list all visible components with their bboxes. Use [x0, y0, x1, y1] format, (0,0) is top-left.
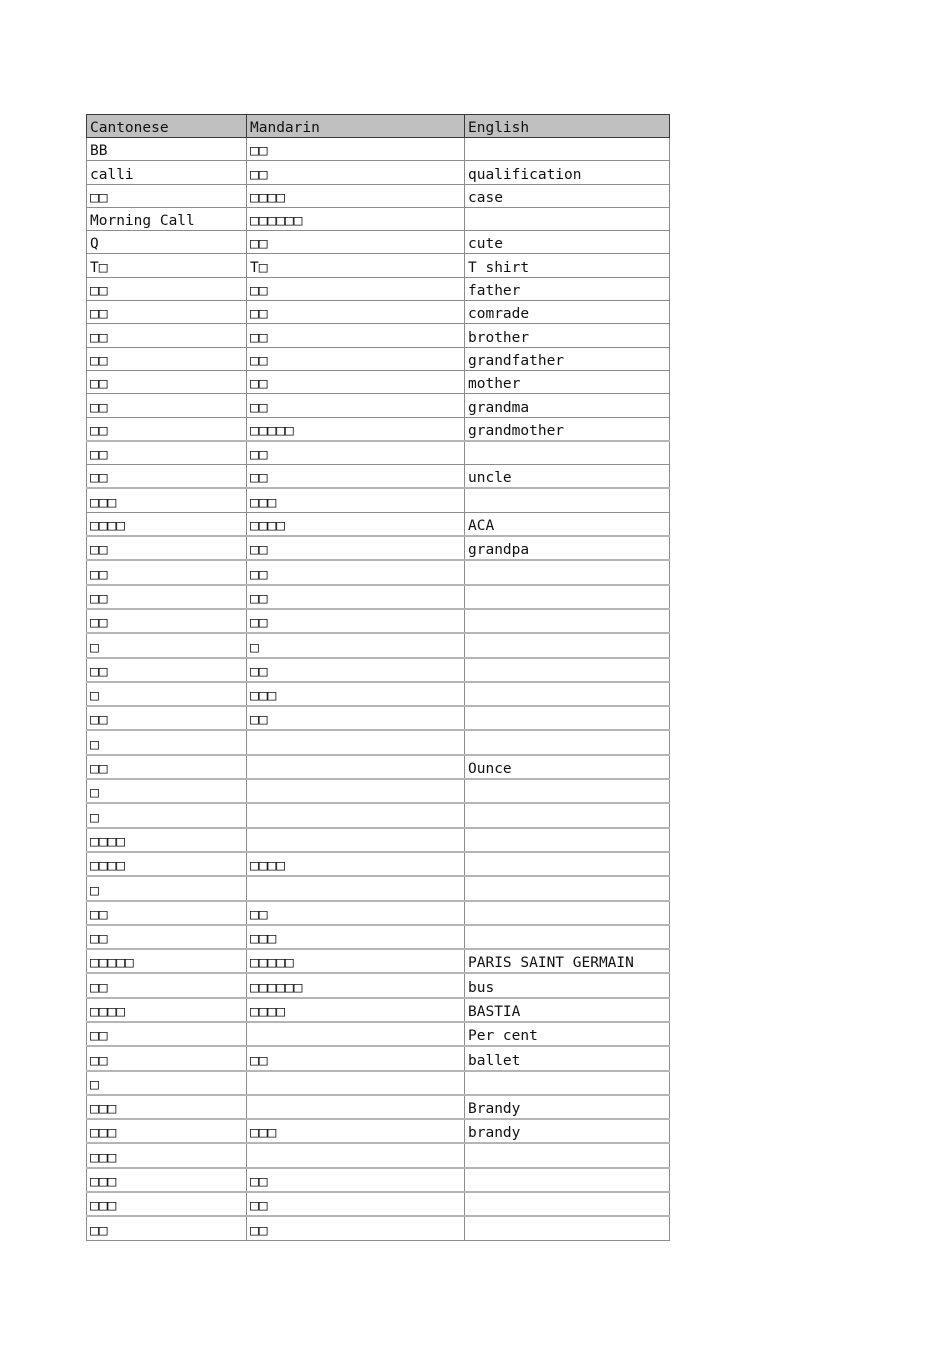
table-row	[87, 730, 670, 754]
cell-english[interactable]	[465, 706, 670, 730]
table-row	[87, 1119, 670, 1143]
cell-english[interactable]: father	[465, 277, 670, 300]
table-row	[87, 828, 670, 852]
cell-cantonese[interactable]: □□□	[87, 1143, 247, 1167]
table-row	[87, 803, 670, 827]
cell-mandarin[interactable]: □□	[247, 706, 465, 730]
table-row	[87, 370, 670, 393]
cell-english[interactable]: bus	[465, 973, 670, 997]
cell-cantonese[interactable]: □□	[87, 465, 247, 489]
cell-mandarin[interactable]	[247, 730, 465, 754]
cell-cantonese[interactable]: □□	[87, 1022, 247, 1046]
cell-english[interactable]	[465, 779, 670, 803]
table-row	[87, 301, 670, 324]
table-row	[87, 973, 670, 997]
cell-english[interactable]	[465, 560, 670, 584]
cell-cantonese[interactable]: Q	[87, 231, 247, 254]
cell-cantonese[interactable]: □□□	[87, 1119, 247, 1143]
cell-mandarin[interactable]: □□□□	[247, 852, 465, 876]
table-row	[87, 901, 670, 925]
cell-cantonese[interactable]: □□	[87, 370, 247, 393]
cell-mandarin[interactable]: □	[247, 633, 465, 657]
cell-mandarin[interactable]: □□	[247, 277, 465, 300]
cell-english[interactable]	[465, 1071, 670, 1095]
cell-cantonese[interactable]: □□	[87, 1046, 247, 1070]
vocabulary-table	[86, 114, 670, 1241]
cell-cantonese[interactable]: □□	[87, 658, 247, 682]
table-row	[87, 254, 670, 277]
table-row	[87, 998, 670, 1022]
table-row	[87, 949, 670, 973]
table-row	[87, 560, 670, 584]
cell-english[interactable]: grandmother	[465, 417, 670, 441]
table-row	[87, 755, 670, 779]
cell-english[interactable]	[465, 633, 670, 657]
cell-english[interactable]: Brandy	[465, 1095, 670, 1119]
table-row	[87, 779, 670, 803]
cell-mandarin[interactable]	[247, 803, 465, 827]
cell-english[interactable]	[465, 441, 670, 465]
cell-english[interactable]	[465, 658, 670, 682]
cell-cantonese[interactable]: Morning Call	[87, 207, 247, 230]
table-row	[87, 1168, 670, 1192]
table-row	[87, 852, 670, 876]
cell-cantonese[interactable]: □□	[87, 1216, 247, 1240]
cell-mandarin[interactable]: □□□	[247, 1119, 465, 1143]
table-row	[87, 1143, 670, 1167]
cell-cantonese[interactable]: □□	[87, 536, 247, 560]
cell-english[interactable]	[465, 1216, 670, 1240]
cell-english[interactable]	[465, 207, 670, 230]
cell-cantonese[interactable]: □□□	[87, 488, 247, 512]
table-row	[87, 536, 670, 560]
table-row	[87, 184, 670, 207]
table-row	[87, 138, 670, 161]
cell-mandarin[interactable]	[247, 1022, 465, 1046]
cell-mandarin[interactable]: □□	[247, 441, 465, 465]
cell-mandarin[interactable]: □□□□□□	[247, 973, 465, 997]
cell-english[interactable]: Ounce	[465, 755, 670, 779]
cell-english[interactable]: grandma	[465, 394, 670, 417]
header-row	[87, 115, 670, 138]
cell-mandarin[interactable]: □□	[247, 324, 465, 347]
table-row	[87, 633, 670, 657]
cell-mandarin[interactable]: □□	[247, 394, 465, 417]
table-row	[87, 512, 670, 536]
cell-cantonese[interactable]: □□□	[87, 1095, 247, 1119]
cell-mandarin[interactable]: □□	[247, 370, 465, 393]
table-row	[87, 1095, 670, 1119]
cell-cantonese[interactable]: □□□	[87, 1168, 247, 1192]
cell-cantonese[interactable]: □□	[87, 324, 247, 347]
cell-cantonese[interactable]: □□	[87, 901, 247, 925]
cell-english[interactable]: grandfather	[465, 347, 670, 370]
cell-cantonese[interactable]: □□□	[87, 1192, 247, 1216]
cell-english[interactable]: brother	[465, 324, 670, 347]
table-row	[87, 161, 670, 184]
cell-cantonese[interactable]: □	[87, 633, 247, 657]
cell-mandarin[interactable]: □□□□□	[247, 949, 465, 973]
cell-english[interactable]: case	[465, 184, 670, 207]
table-body	[87, 138, 670, 1241]
cell-cantonese[interactable]: □□	[87, 755, 247, 779]
cell-english[interactable]	[465, 138, 670, 161]
cell-mandarin[interactable]: □□	[247, 1216, 465, 1240]
cell-mandarin[interactable]: □□	[247, 560, 465, 584]
cell-english[interactable]	[465, 852, 670, 876]
cell-english[interactable]: comrade	[465, 301, 670, 324]
cell-english[interactable]: BASTIA	[465, 998, 670, 1022]
table-row	[87, 1192, 670, 1216]
cell-cantonese[interactable]: calli	[87, 161, 247, 184]
cell-mandarin[interactable]: □□□□	[247, 998, 465, 1022]
table-row	[87, 231, 670, 254]
cell-english[interactable]	[465, 1168, 670, 1192]
cell-english[interactable]	[465, 876, 670, 900]
cell-mandarin[interactable]: □□□□□□	[247, 207, 465, 230]
cell-english[interactable]: grandpa	[465, 536, 670, 560]
cell-mandarin[interactable]: □□	[247, 658, 465, 682]
table-row	[87, 417, 670, 441]
header-mandarin[interactable]: Mandarin	[247, 115, 465, 138]
table-row	[87, 441, 670, 465]
cell-cantonese[interactable]: □□	[87, 277, 247, 300]
table-row	[87, 277, 670, 300]
cell-mandarin[interactable]: □□	[247, 609, 465, 633]
header-cantonese[interactable]: Cantonese	[87, 115, 247, 138]
spreadsheet	[86, 114, 669, 1241]
table-row	[87, 465, 670, 489]
cell-cantonese[interactable]: □□	[87, 585, 247, 609]
table-row	[87, 682, 670, 706]
cell-english[interactable]	[465, 730, 670, 754]
cell-english[interactable]	[465, 585, 670, 609]
cell-cantonese[interactable]: □□	[87, 973, 247, 997]
cell-mandarin[interactable]: □□	[247, 138, 465, 161]
cell-cantonese[interactable]: □	[87, 779, 247, 803]
table-row	[87, 706, 670, 730]
table-row	[87, 1046, 670, 1070]
cell-cantonese[interactable]: □	[87, 682, 247, 706]
cell-cantonese[interactable]: □□	[87, 301, 247, 324]
table-row	[87, 207, 670, 230]
cell-mandarin[interactable]: □□	[247, 1192, 465, 1216]
cell-cantonese[interactable]: □□	[87, 417, 247, 441]
cell-english[interactable]: qualification	[465, 161, 670, 184]
table-row	[87, 585, 670, 609]
cell-mandarin[interactable]	[247, 1071, 465, 1095]
cell-mandarin[interactable]: □□	[247, 301, 465, 324]
cell-mandarin[interactable]: □□□□	[247, 184, 465, 207]
cell-mandarin[interactable]: □□□□□	[247, 417, 465, 441]
cell-english[interactable]: T shirt	[465, 254, 670, 277]
cell-cantonese[interactable]: □	[87, 730, 247, 754]
cell-cantonese[interactable]: □	[87, 876, 247, 900]
table-row	[87, 324, 670, 347]
cell-mandarin[interactable]: □□	[247, 347, 465, 370]
table-row	[87, 1022, 670, 1046]
cell-cantonese[interactable]: □□□□	[87, 512, 247, 536]
cell-mandarin[interactable]: □□	[247, 585, 465, 609]
cell-english[interactable]	[465, 901, 670, 925]
cell-mandarin[interactable]	[247, 828, 465, 852]
table-row	[87, 394, 670, 417]
cell-cantonese[interactable]: T□	[87, 254, 247, 277]
cell-cantonese[interactable]: □□	[87, 441, 247, 465]
cell-english[interactable]: ACA	[465, 512, 670, 536]
cell-english[interactable]	[465, 488, 670, 512]
cell-mandarin[interactable]: □□□	[247, 925, 465, 949]
cell-mandarin[interactable]: □□	[247, 465, 465, 489]
cell-cantonese[interactable]: □□	[87, 347, 247, 370]
cell-english[interactable]	[465, 1192, 670, 1216]
cell-mandarin[interactable]: □□	[247, 231, 465, 254]
cell-english[interactable]	[465, 682, 670, 706]
cell-mandarin[interactable]	[247, 755, 465, 779]
cell-english[interactable]: uncle	[465, 465, 670, 489]
cell-cantonese[interactable]: □□	[87, 394, 247, 417]
table-row	[87, 925, 670, 949]
cell-cantonese[interactable]: BB	[87, 138, 247, 161]
cell-english[interactable]	[465, 609, 670, 633]
cell-cantonese[interactable]: □□□□	[87, 852, 247, 876]
cell-mandarin[interactable]: □□	[247, 1046, 465, 1070]
header-english[interactable]: English	[465, 115, 670, 138]
table-row	[87, 658, 670, 682]
cell-cantonese[interactable]: □□	[87, 609, 247, 633]
cell-mandarin[interactable]: □□	[247, 901, 465, 925]
cell-mandarin[interactable]: □□□□	[247, 512, 465, 536]
cell-cantonese[interactable]: □□	[87, 925, 247, 949]
cell-english[interactable]: mother	[465, 370, 670, 393]
cell-english[interactable]	[465, 925, 670, 949]
cell-mandarin[interactable]	[247, 876, 465, 900]
cell-mandarin[interactable]: □□	[247, 1168, 465, 1192]
table-row	[87, 1216, 670, 1240]
cell-cantonese[interactable]: □	[87, 803, 247, 827]
cell-mandarin[interactable]	[247, 779, 465, 803]
cell-english[interactable]	[465, 828, 670, 852]
cell-cantonese[interactable]: □	[87, 1071, 247, 1095]
cell-cantonese[interactable]: □□□□	[87, 828, 247, 852]
cell-cantonese[interactable]: □□□□	[87, 998, 247, 1022]
cell-english[interactable]	[465, 803, 670, 827]
table-row	[87, 1071, 670, 1095]
table-row	[87, 488, 670, 512]
cell-mandarin[interactable]	[247, 1143, 465, 1167]
cell-english[interactable]: brandy	[465, 1119, 670, 1143]
cell-cantonese[interactable]: □□	[87, 184, 247, 207]
table-row	[87, 876, 670, 900]
cell-mandarin[interactable]: T□	[247, 254, 465, 277]
cell-mandarin[interactable]	[247, 1095, 465, 1119]
cell-mandarin[interactable]: □□□	[247, 488, 465, 512]
cell-english[interactable]	[465, 1143, 670, 1167]
cell-mandarin[interactable]: □□□	[247, 682, 465, 706]
table-row	[87, 347, 670, 370]
cell-cantonese[interactable]: □□	[87, 560, 247, 584]
cell-cantonese[interactable]: □□	[87, 706, 247, 730]
cell-english[interactable]: PARIS SAINT GERMAIN	[465, 949, 670, 973]
cell-english[interactable]: Per cent	[465, 1022, 670, 1046]
cell-english[interactable]: cute	[465, 231, 670, 254]
cell-mandarin[interactable]: □□	[247, 161, 465, 184]
cell-english[interactable]: ballet	[465, 1046, 670, 1070]
cell-mandarin[interactable]: □□	[247, 536, 465, 560]
table-row	[87, 609, 670, 633]
cell-cantonese[interactable]: □□□□□	[87, 949, 247, 973]
